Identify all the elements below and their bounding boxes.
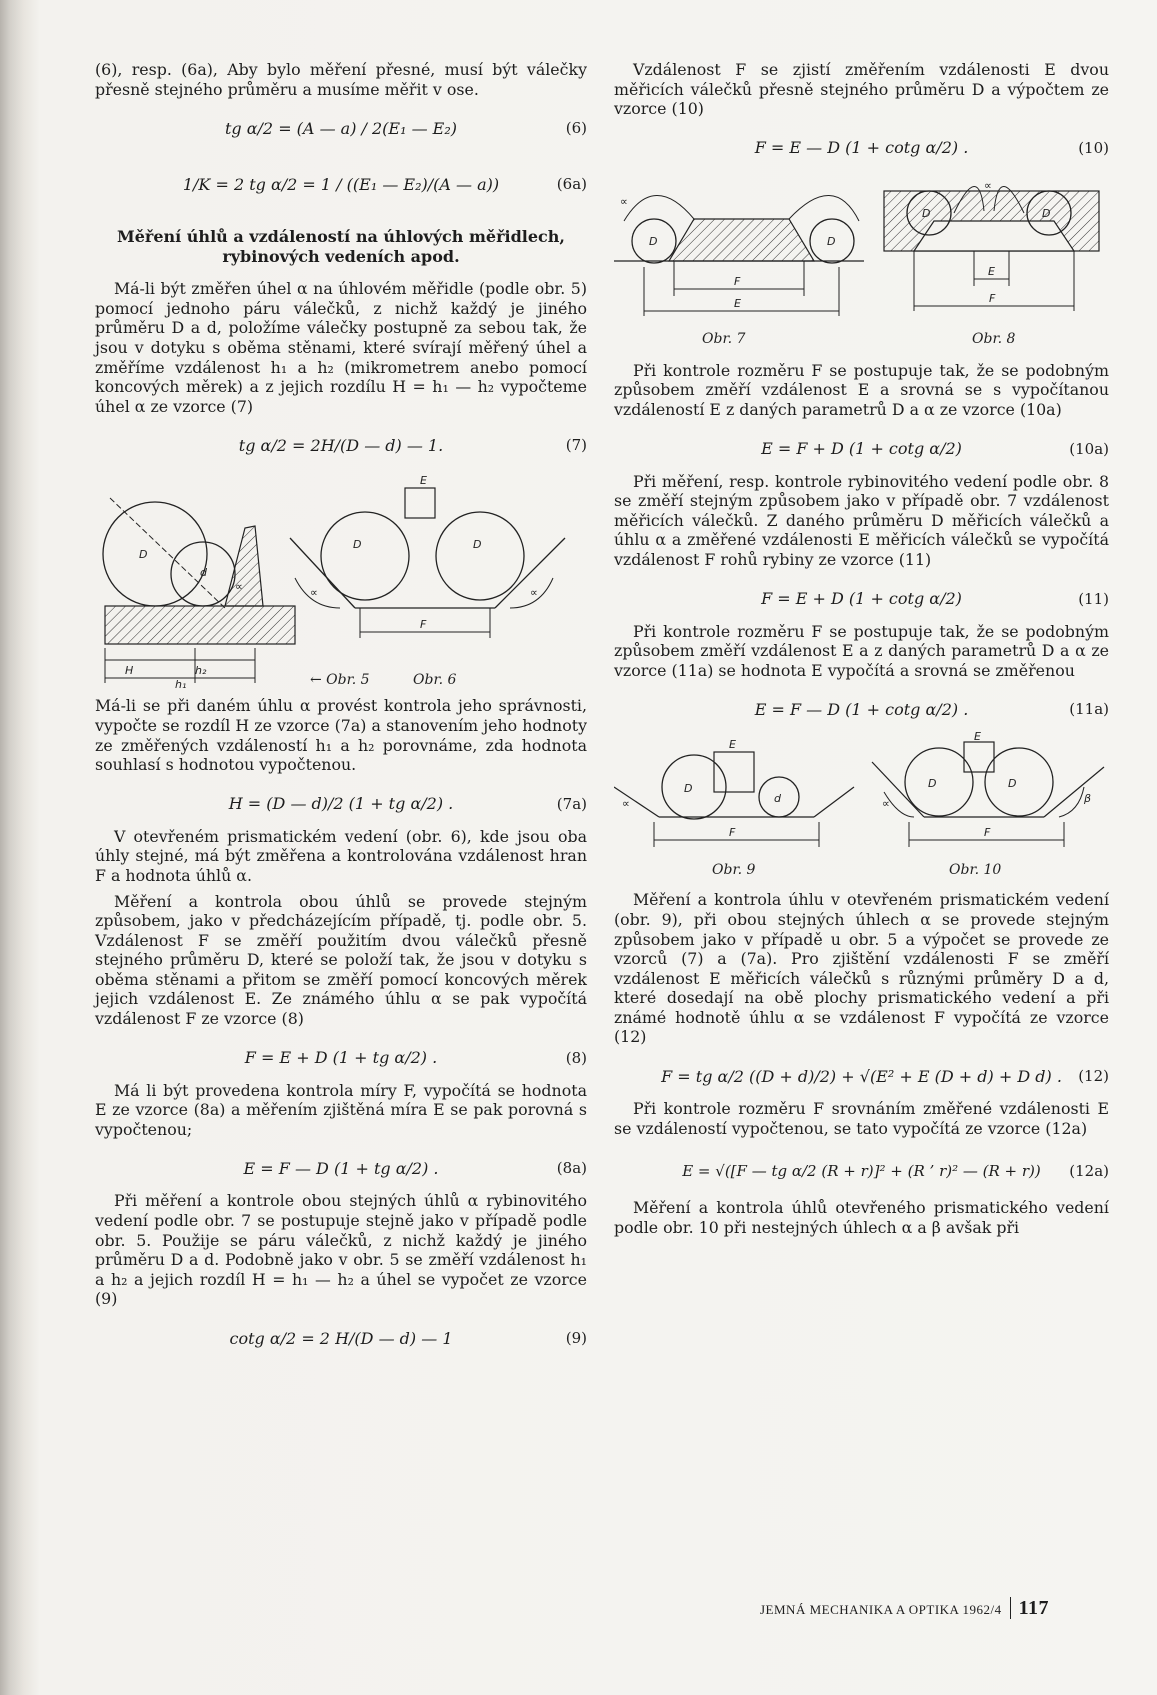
svg-text:D: D — [649, 234, 658, 248]
svg-text:D: D — [684, 782, 693, 796]
journal-name: JEMNÁ MECHANIKA A OPTIKA 1962/4 — [760, 1602, 1002, 1617]
label-alpha: ∝ — [235, 580, 243, 594]
paragraph: Vzdálenost F se zjistí změřením vzdálenosti E dvou měřicích válečků přesně stejného průměru D a výpočtem ze vzorce (10) — [614, 60, 1109, 119]
right-column — [614, 60, 1109, 1243]
svg-text:D: D — [353, 538, 362, 552]
svg-text:E: E — [734, 296, 741, 310]
equation-6a: 1/K = 2 tg α/2 = 1 / ((E₁ — E₂)/(A — a)) (6a) — [182, 174, 587, 194]
svg-text:∝: ∝ — [882, 797, 890, 811]
paragraph: V otevřeném prismatickém vedení (obr. 6), kde jsou oba úhly stejné, má být změřena a kontrolována vzdálenost hran F a hodnota úhlů α. — [95, 826, 587, 885]
figure-6-drawing — [290, 474, 565, 638]
equation-12a: E = √([F — tg α/2 (R + r)]² + (R ’ r)² — (R + r)) (12a) — [682, 1162, 1109, 1181]
svg-text:E: E — [988, 264, 995, 278]
figure-5-drawing — [103, 498, 295, 690]
svg-text:∝: ∝ — [310, 586, 318, 600]
figure-6-caption: Obr. 6 — [413, 672, 457, 689]
svg-text:F: F — [729, 826, 736, 840]
label-h2: h₂ — [195, 664, 207, 678]
equation-6: tg α/2 = (A — a) / 2(E₁ — E₂) (6) — [224, 118, 587, 138]
figure-5-6 — [95, 468, 587, 690]
equation-7: tg α/2 = 2H/(D — d) — 1. (7) — [238, 435, 587, 455]
paragraph: Má-li být změřen úhel α na úhlovém měřidle (podle obr. 5) pomocí jednoho páru válečků, z nichž každý je jiného průměru D a d, položíme válečky postupně za sebou tak, že jsou v dotyku s oběma stěnami, které svírají měřený úhel a změříme vzdálenost h₁ a h₂ (mikrometrem anebo pomocí koncových měrek) a z jejich rozdílu H = h₁ — h₂ vypočteme úhel α ze vzorce (7) — [95, 279, 587, 416]
label-D: D — [139, 548, 148, 562]
figure-5-caption: ← Obr. 5 — [310, 672, 370, 689]
figure-8-drawing — [884, 179, 1099, 347]
paragraph: Při měření, resp. kontrole rybinovitého vedení podle obr. 8 se změří stejným způsobem jako v případě obr. 7 vzdálenost měřicích válečků. Z daného průměru D měřicích válečků a úhlu α a změřené vzdálenosti E měřicích válečků se vypočítá vzdálenost F rohů rybiny ze vzorce (11) — [614, 471, 1109, 569]
svg-text:D: D — [1008, 777, 1017, 791]
paragraph: Měření a kontrola úhlů otevřeného prismatického vedení podle obr. 10 při nestejných úhlech α a β avšak při — [614, 1198, 1109, 1237]
paragraph: Má-li se při daném úhlu α provést kontrola jeho správnosti, vypočte se rozdíl H ze vzorce (7a) a stanovením jeho hodnoty ze změřených vzdáleností h₁ a h₂ porovnáme, zda hodnota souhlasí s hodnotou vypočtenou. — [95, 696, 587, 775]
svg-text:D: D — [473, 538, 482, 552]
svg-text:D: D — [1042, 206, 1051, 220]
figure-7-8 — [614, 171, 1109, 351]
equation-11a: E = F — D (1 + cotg α/2) . (11a) — [754, 699, 1109, 719]
equation-7a: H = (D — d)/2 (1 + tg α/2) . (7a) — [228, 794, 587, 814]
paragraph: Při měření a kontrole obou stejných úhlů α rybinovitého vedení podle obr. 7 se postupuje stejně jako v případě podle obr. 5. Použije se páru válečků, z nichž každý je jiného průměru D a d. Podobně jako v obr. 5 se změří vzdálenost h₁ a h₂ a jejich rozdíl H = h₁ — h₂ a úhel se vypočet ze vzorce (9) — [95, 1191, 587, 1309]
svg-text:∝: ∝ — [620, 194, 628, 208]
label-d: d — [200, 566, 207, 580]
figure-7-caption: Obr. 7 — [702, 330, 746, 347]
svg-text:D: D — [928, 777, 937, 791]
equation-8a: E = F — D (1 + tg α/2) . (8a) — [243, 1158, 587, 1178]
equation-10a: E = F + D (1 + cotg α/2) (10a) — [761, 439, 1109, 459]
equation-12: F = tg α/2 ((D + d)/2) + √(E² + E (D + d) + D d) . (12) — [661, 1066, 1109, 1086]
equation-10: F = E — D (1 + cotg α/2) . (10) — [754, 138, 1109, 158]
paragraph: (6), resp. (6a), Aby bylo měření přesné, musí být válečky přesně stejného průměru a musíme měřit v ose. — [95, 60, 587, 99]
svg-text:D: D — [827, 234, 836, 248]
svg-text:F: F — [734, 274, 741, 288]
svg-text:D: D — [922, 206, 931, 220]
label-H: H — [125, 664, 134, 678]
page-footer — [760, 1597, 1110, 1620]
equation-8: F = E + D (1 + tg α/2) . (8) — [244, 1048, 587, 1068]
figure-9-10 — [614, 732, 1109, 882]
paragraph: Měření a kontrola obou úhlů se provede stejným způsobem, jako v předcházejícím případě, tj. podle obr. 5. Vzdálenost F se změří použitím dvou válečků přesně stejného průměru D, které se položí tak, že jsou v dotyku s oběma stěnami a přitom se změří pomocí koncových měrek jejich vzdálenost E. Ze známého úhlu α se pak vypočítá vzdálenost F ze vzorce (8) — [95, 891, 587, 1029]
equation-11: F = E + D (1 + cotg α/2) (11) — [761, 589, 1109, 609]
paragraph: Při kontrole rozměru F se postupuje tak, že se podobným způsobem změří vzdálenost E a z daných parametrů D a α ze vzorce (11a) se hodnota E vypočítá a srovná se změřenou — [614, 621, 1109, 680]
figure-10-caption: Obr. 10 — [949, 862, 1002, 879]
svg-text:∝: ∝ — [530, 586, 538, 600]
left-column — [95, 60, 587, 1361]
svg-text:∝: ∝ — [984, 178, 992, 192]
svg-text:F: F — [989, 291, 996, 305]
figure-7-drawing — [614, 195, 864, 347]
svg-text:F: F — [984, 826, 991, 840]
paragraph: Při kontrole rozměru F srovnáním změřené vzdálenosti E se vzdáleností vypočtenou, se tato vypočítá ze vzorce (12a) — [614, 1099, 1109, 1138]
paragraph: Má li být provedena kontrola míry F, vypočítá se hodnota E ze vzorce (8a) a měřením zjištěná míra E se pak porovná s vypočtenou; — [95, 1080, 587, 1139]
svg-text:E: E — [420, 474, 427, 488]
svg-text:∝: ∝ — [622, 797, 630, 811]
figure-8-caption: Obr. 8 — [972, 330, 1016, 347]
label-h1: h₁ — [175, 678, 187, 691]
figure-9-caption: Obr. 9 — [712, 862, 756, 879]
svg-text:F: F — [420, 618, 427, 632]
figure-10-drawing — [872, 732, 1104, 878]
svg-text:E: E — [974, 732, 981, 744]
svg-text:E: E — [729, 738, 736, 752]
page-number: 117 — [1010, 1597, 1049, 1619]
svg-text:d: d — [774, 792, 781, 806]
equation-9: cotg α/2 = 2 H/(D — d) — 1 (9) — [229, 1328, 587, 1348]
paragraph: Měření a kontrola úhlu v otevřeném prismatickém vedení (obr. 9), při obou stejných úhlech α se provede stejným způsobem jako v případě u obr. 5 a výpočet se provede ze vzorců (7) a (7a). Pro zjištění vzdálenosti F se změří vzdálenost E měřicích válečků s různými průměry D a d, které dosedají na obě plochy prismatického vedení a při známé hodnotě úhlu α se vzdálenost F vypočítá ze vzorce (12) — [614, 890, 1109, 1047]
figure-9-drawing — [614, 738, 854, 878]
svg-text:β: β — [1084, 792, 1092, 806]
section-heading: Měření úhlů a vzdáleností na úhlových měřidlech, rybinových vedeních apod. — [117, 227, 565, 267]
paragraph: Při kontrole rozměru F se postupuje tak, že se podobným způsobem změří vzdálenost E a srovná se s vypočítanou vzdáleností E z daných parametrů D a α ze vzorce (10a) — [614, 360, 1109, 419]
